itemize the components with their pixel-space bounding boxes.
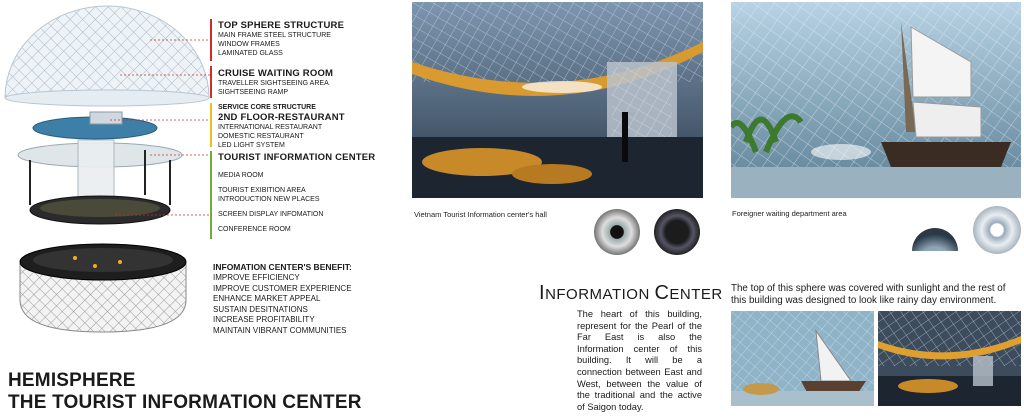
callout-item: MAIN FRAME STEEL STRUCTURE bbox=[218, 32, 331, 39]
callout-title: CRUISE WAITING ROOM bbox=[218, 68, 334, 79]
callout-cruise bbox=[218, 68, 398, 97]
callout-title: TOURIST INFORMATION CENTER bbox=[218, 152, 376, 163]
benefit-item: IMPROVE CUSTOMER EXPERIENCE bbox=[213, 283, 352, 293]
benefit-item: MAINTAIN VIBRANT COMMUNITIES bbox=[213, 325, 347, 335]
title-cap: I bbox=[539, 282, 546, 304]
main-title-line2: THE TOURIST INFORMATION CENTER bbox=[8, 392, 362, 413]
round-detail-thumbnail bbox=[654, 209, 700, 255]
callout-info-center bbox=[218, 152, 398, 234]
structure-color-bar bbox=[210, 19, 212, 61]
waiting-area-render-photo bbox=[731, 2, 1021, 198]
benefits-title: INFOMATION CENTER'S BENEFIT: bbox=[213, 262, 352, 272]
callout-item: SIGHTSEEING RAMP bbox=[218, 89, 289, 96]
callout-item: DOMESTIC RESTAURANT bbox=[218, 133, 304, 140]
main-title-line1: HEMISPHERE bbox=[8, 370, 136, 391]
callout-item: INTRODUCTION NEW PLACES bbox=[218, 196, 320, 203]
callout-item: LAMINATED GLASS bbox=[218, 50, 283, 57]
title-part: NFORMATION bbox=[545, 286, 655, 303]
sphere-interior-photo-1 bbox=[731, 311, 874, 406]
callout-subtitle: SERVICE CORE STRUCTURE bbox=[218, 104, 316, 111]
service-color-bar bbox=[210, 103, 212, 147]
benefit-item: SUSTAIN DESITNATIONS bbox=[213, 304, 308, 314]
benefits-list bbox=[213, 262, 393, 337]
callout-item: WINDOW FRAMES bbox=[218, 41, 280, 48]
title-part: ENTER bbox=[669, 286, 723, 303]
hall-caption: Vietnam Tourist Information center's hall bbox=[414, 210, 547, 219]
benefit-item: INCREASE PROFITABILITY bbox=[213, 315, 315, 325]
callout-item: CONFERENCE ROOM bbox=[218, 226, 291, 233]
callout-service-core bbox=[218, 103, 398, 150]
callout-item: SCREEN DISPLAY INFOMATION bbox=[218, 211, 324, 218]
callout-title: TOP SPHERE STRUCTURE bbox=[218, 20, 345, 31]
info-center-paragraph: The heart of this building, represent for the Pearl of the Far East is also the Information center of this building. It will be a connection between East and West, between the value of the traditional and the active of Saigon today. bbox=[577, 309, 702, 412]
cruise-color-bar bbox=[210, 66, 212, 98]
round-detail-thumbnail bbox=[594, 209, 640, 255]
callout-top-sphere bbox=[218, 20, 398, 58]
waiting-caption: Foreigner waiting department area bbox=[732, 209, 847, 218]
callout-item: TOURIST EXIBITION AREA bbox=[218, 187, 306, 194]
callout-title: 2ND FLOOR-RESTAURANT bbox=[218, 112, 345, 123]
benefit-item: ENHANCE MARKET APPEAL bbox=[213, 294, 321, 304]
callout-item: MEDIA ROOM bbox=[218, 172, 264, 179]
callout-item: LED LIGHT SYSTEM bbox=[218, 142, 285, 149]
dome-section-thumbnail bbox=[912, 228, 958, 274]
title-cap: C bbox=[654, 282, 670, 304]
benefit-item: IMPROVE EFFICIENCY bbox=[213, 273, 300, 282]
hall-render-photo bbox=[412, 2, 703, 198]
callout-item: INTERNATIONAL RESTAURANT bbox=[218, 124, 323, 131]
info-center-title bbox=[539, 282, 723, 305]
sphere-interior-photo-2 bbox=[878, 311, 1021, 406]
callout-item: TRAVELLER SIGHTSEEING AREA bbox=[218, 80, 329, 87]
round-detail-thumbnail bbox=[973, 206, 1021, 254]
exploded-axonometric-diagram bbox=[0, 0, 215, 350]
info-color-bar bbox=[210, 151, 212, 239]
sphere-note: The top of this sphere was covered with sunlight and the rest of this building was designed to look like rainy day environment. bbox=[731, 283, 1006, 306]
